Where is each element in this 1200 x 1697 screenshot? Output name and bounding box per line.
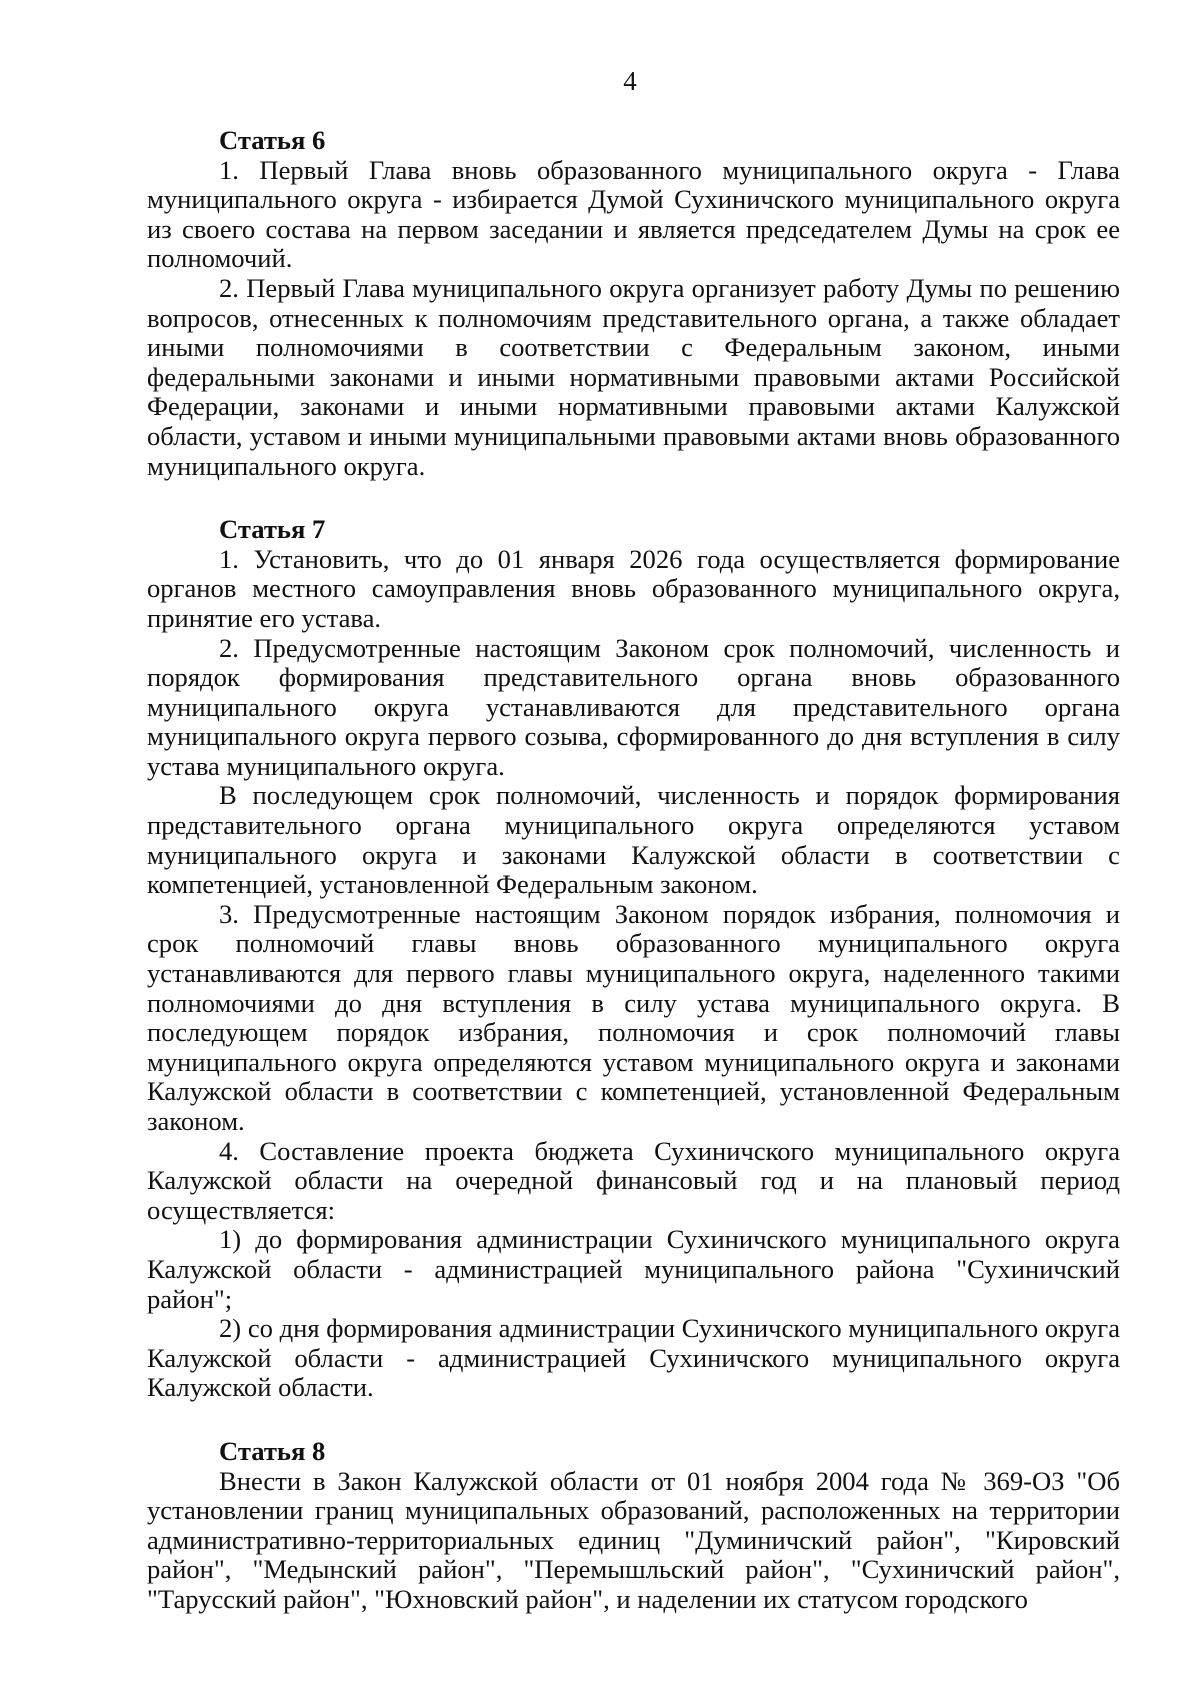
document-body [147, 126, 1120, 1615]
article-7-paragraph-2: 2. Предусмотренные настоящим Законом срок полномочий, численность и порядок формирования представительного органа вновь образованного муниципального округа устанавливаются для представительного органа муниципального округа первого созыва, сформированного до дня вступления в силу устава муниципального округа. [147, 632, 1120, 781]
article-6-heading: Статья 6 [219, 125, 326, 155]
article-7-paragraph-2-continued: В последующем срок полномочий, численность и порядок формирования представительного органа муниципального округа определяются уставом муниципального округа и законами Калужской области в соответствии с компетенцией, установленной Федеральным законом. [147, 780, 1120, 900]
article-6-paragraph-2: 2. Первый Глава муниципального округа организует работу Думы по решению вопросов, отнесенных к полномочиям представительного органа, а также обладает иными полномочиями в соответствии с Федеральным законом, иными федеральными законами и иными нормативными правовыми актами Российской Федерации, законами и иными нормативными правовыми актами Калужской области, уставом и иными муниципальными правовыми актами вновь образованного муниципального округа. [147, 272, 1120, 481]
article-8-paragraph-1: Внести в Закон Калужской области от 01 ноября 2004 года № 369-ОЗ "Об установлении границ муниципальных образований, расположенных на территории административно-территориальных единиц "Думиничский район", "Кировский район", "Медынский район", "Перемышльский район", "Сухиничский район", "Тарусский район", "Юхновский район", и наделении их статусом городского [147, 1465, 1120, 1614]
article-8-heading: Статья 8 [219, 1435, 326, 1466]
article-7-paragraph-4-item-2: 2) со дня формирования администрации Сухиничского муниципального округа Калужской области - администрацией Сухиничского муниципального округа Калужской области. [147, 1313, 1120, 1403]
article-8 [147, 1437, 1120, 1615]
article-7-paragraph-3: 3. Предусмотренные настоящим Законом порядок избрания, полномочия и срок полномочий главы вновь образованного муниципального округа устанавливаются для первого главы муниципального округа, наделенного такими полномочиями до дня вступления в силу устава муниципального округа. В последующем порядок избрания, полномочия и срок полномочий главы муниципального округа определяются уставом муниципального округа и законами Калужской области в соответствии с компетенцией, установленной Федеральным законом. [147, 898, 1120, 1136]
article-7-paragraph-1: 1. Установить, что до 01 января 2026 года осуществляется формирование органов местного самоуправления вновь образованного муниципального округа, принятие его устава. [147, 543, 1120, 633]
article-7-paragraph-4-item-1: 1) до формирования администрации Сухиничского муниципального округа Калужской области - администрацией муниципального района "Сухиничский район"; [147, 1224, 1120, 1314]
page-number: 4 [623, 66, 637, 96]
article-6-paragraph-1: 1. Первый Глава вновь образованного муниципального округа - Глава муниципального округа - избирается Думой Сухиничского муниципального округа из своего состава на первом заседании и является председателем Думы на срок ее полномочий. [147, 154, 1120, 274]
article-7-paragraph-4: 4. Составление проекта бюджета Сухиничского муниципального округа Калужской области на очередной финансовый год и на плановый период осуществляется: [147, 1135, 1120, 1225]
article-6 [147, 126, 1120, 481]
article-7 [147, 515, 1120, 1403]
article-7-heading: Статья 7 [219, 514, 326, 545]
